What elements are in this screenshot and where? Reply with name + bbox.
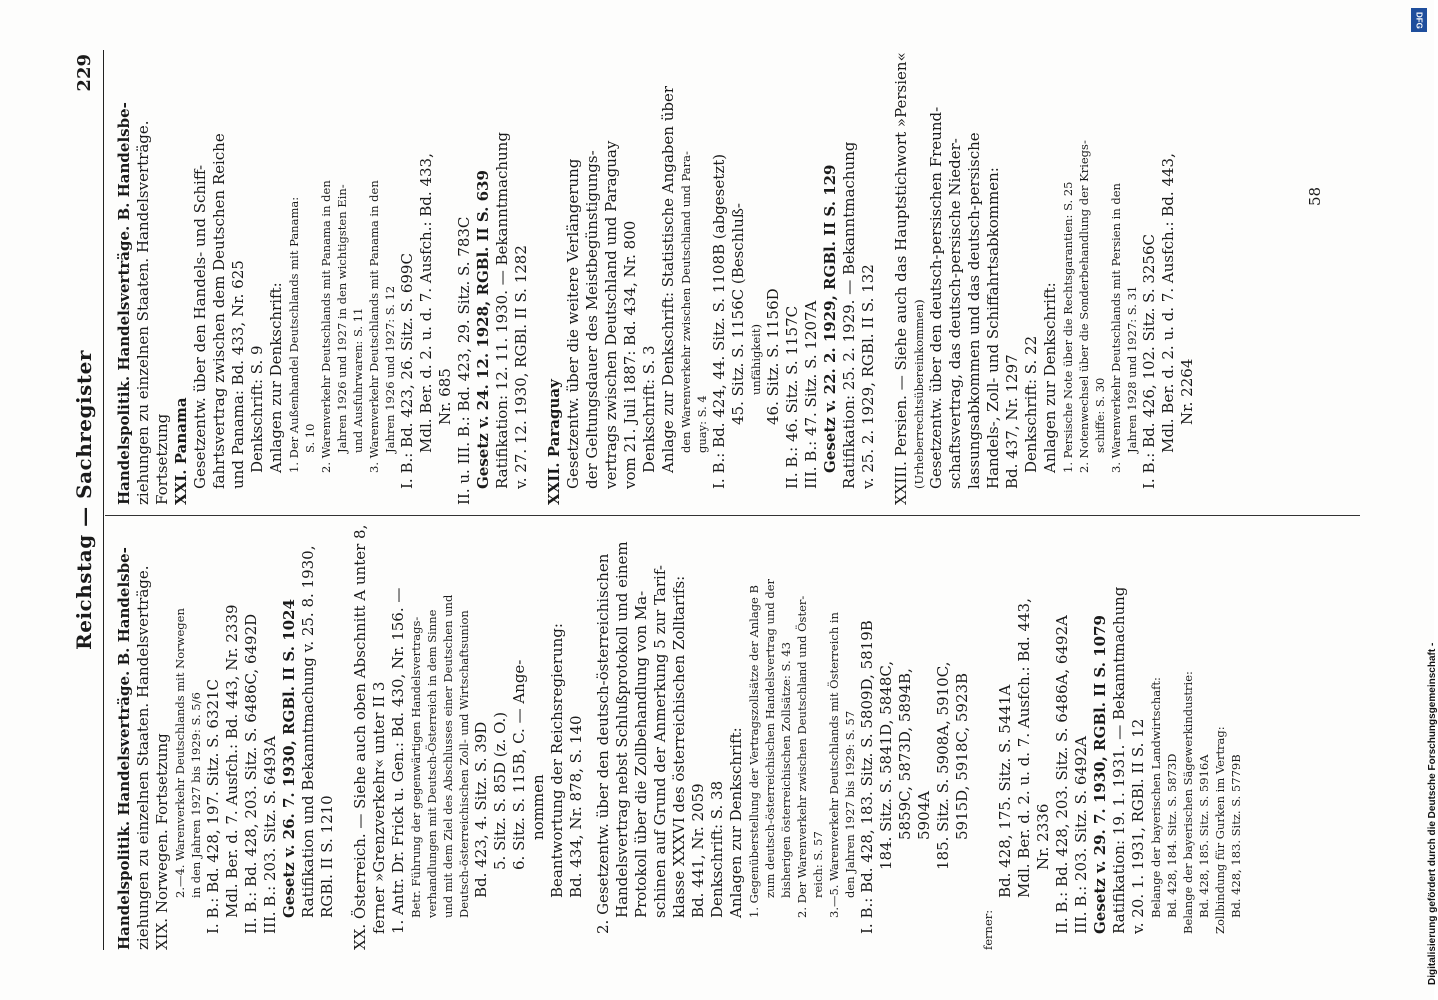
index-entry-line: und Panama: Bd. 433, Nr. 625 — [229, 260, 247, 489]
index-entry-line: v. 25. 2. 1929, RGBl. II S. 132 — [859, 264, 877, 489]
index-entry-line: 184. Sitz. S. 5841D, 5848C, — [877, 660, 895, 870]
index-entry-line: 1. Gegenüberstellung der Vertragszollsätze der Anlage B — [747, 585, 761, 918]
index-entry-line: III. B.: 203. Sitz. S. 6493A — [261, 736, 279, 934]
index-entry-line: verhandlungen mit Deutsch-Österreich in dem Sinne — [425, 609, 439, 918]
index-entry-line: Jahren 1926 und 1927 in den wichtigsten Ein- — [335, 184, 349, 453]
index-entry-line — [337, 525, 351, 950]
index-entry-line: Denkschrift: S. 22 — [1022, 335, 1040, 473]
index-entry-line: Nr. 2264 — [1178, 358, 1196, 425]
index-entry-line: schinen auf Grund der Anmerkung 5 zur Tarif- — [651, 565, 669, 918]
index-entry-line: Mdl. Ber. d. 7. Ausfch.: Bd. 443, Nr. 2339 — [223, 604, 241, 918]
index-entry-line: unfähigkeit) — [749, 324, 763, 395]
index-entry-line: 1. Der Außenhandel Deutschlands mit Panama: — [287, 196, 301, 473]
index-entry-line — [972, 525, 980, 950]
index-entry-line: 1. Persische Note über die Rechtsgarantien: S. 25 — [1061, 181, 1075, 473]
index-entry-line: Anlagen zur Denkschrift: — [267, 282, 285, 473]
running-title: Reichstag — Sachregister — [72, 350, 96, 650]
index-entry-line: 2. Notenwechsel über die Sonderbehandlung der Kriegs- — [1077, 140, 1091, 473]
index-entry-line: 2. Der Warenverkehr zwischen Deutschland und Öster- — [795, 595, 809, 918]
index-entry-line: den Jahren 1927 bis 1929: S. 57 — [843, 710, 857, 898]
index-entry-line: v. 27. 12. 1930, RGBl. II S. 1282 — [512, 245, 530, 489]
index-entry-line: reich: S. 57 — [811, 831, 825, 898]
index-entry-line: Anlagen zur Denkschrift: — [727, 727, 745, 918]
index-entry-line: Ratifikation: 12. 11. 1930. — Bekanntmachung — [493, 132, 511, 489]
index-entry-line: ferner: — [981, 909, 995, 950]
index-entry-line: Anlage zur Denkschrift: Statistische Angaben über — [659, 85, 677, 473]
index-entry-line: guay: S. 4 — [695, 395, 709, 453]
left-column — [115, 525, 1360, 950]
index-entry-line: Denkschrift: S. 9 — [248, 345, 266, 473]
index-entry-line: 1. Antr. Dr. Frick u. Gen.: Bd. 430, Nr. 156. — — [389, 587, 407, 934]
index-entry-line: Deutsch-österreichischen Zoll- und Wirtschaftsunion — [457, 610, 471, 918]
index-entry-line: 5859C, 5873D, 5894B, — [896, 668, 914, 840]
index-entry-line: III. B.: 47. Sitz. S. 1207A — [802, 300, 820, 489]
index-entry-line: I. B.: Bd. 428, 183. Sitz. S. 5809D, 5819B — [858, 620, 876, 934]
index-entry-line: Denkschrift: S. 3 — [640, 345, 658, 473]
index-entry-line: Bd. 423, 4. Sitz. S. 39D — [472, 721, 490, 898]
index-entry-line: 6. Sitz. S. 115B, C. — Ange- — [510, 659, 528, 870]
index-entry-line: XX. Österreich. — Siehe auch oben Abschnitt A unter 8, — [351, 524, 369, 950]
dfg-credit — [1409, 8, 1438, 993]
index-entry-line: Ratifikation: 19. 1. 1931. — Bekanntmachung — [1110, 586, 1128, 934]
index-entry-line: und mit dem Ziel des Abschlusses einer Deutschen und — [441, 594, 455, 918]
index-entry-line: III. B.: 203. Sitz. S. 6492A — [1072, 736, 1090, 934]
index-entry-line: Nr. 685 — [436, 368, 454, 425]
index-entry-line: v. 20. 1. 1931, RGBl. II S. 12 — [1129, 718, 1147, 934]
index-entry-line: Jahren 1926 und 1927: S. 12 — [383, 285, 397, 453]
index-entry-line: II. B.: Bd. 428, 203. Sitz. S. 6486C, 6492D — [242, 613, 260, 934]
index-entry-line: 2. Warenverkehr Deutschlands mit Panama in den — [319, 180, 333, 473]
column-divider — [105, 515, 1360, 516]
index-entry-line: 45. Sitz. S. 1156C (Beschluß- — [729, 203, 747, 425]
right-column — [115, 50, 1360, 505]
index-entry-line: Handels-, Zoll- und Schiffahrtsabkommen: — [984, 167, 1002, 489]
index-entry-line: Bd. 434, Nr. 878, S. 140 — [567, 715, 585, 898]
index-entry-line: 3.—5. Warenverkehr Deutschlands mit Österreich in — [827, 612, 841, 918]
index-entry-line: Bd. 428, 183. Sitz. S. 5779B — [1229, 754, 1243, 918]
index-entry-line: vom 21. Juli 1887: Bd. 434, Nr. 800 — [621, 220, 639, 489]
index-entry-line: Belange der bayerischen Landwirtschaft: — [1149, 677, 1163, 918]
index-entry-line: Bd. 441, Nr. 2059 — [689, 783, 707, 918]
page-header — [72, 50, 107, 950]
index-entry-line: Beantwortung der Reichsregierung: — [548, 623, 566, 898]
index-entry-line: schaftsvertrag, das deutsch-persische Nieder- — [946, 138, 964, 489]
index-entry-line: Gesetzentw. über den Handels- und Schiff- — [191, 164, 209, 489]
index-entry-line: I. B.: Bd. 426, 102. Sitz. S. 3256C — [1140, 233, 1158, 489]
index-entry-line: I. B.: Bd. 424, 44. Sitz. S. 1108B (abgesetzt) — [710, 153, 728, 489]
index-entry-line: fahrtsvertrag zwischen dem Deutschen Reiche — [210, 133, 228, 489]
index-entry-line: Anlagen zur Denkschrift: — [1041, 282, 1059, 473]
index-entry-line: 5. Sitz. S. 85D (z. O.) — [491, 711, 509, 870]
index-entry-line: bisherigen österreichischen Zollsätze: S. 43 — [779, 642, 793, 898]
index-entry-line: I. B.: Bd. 423, 26. Sitz. S. 699C — [398, 253, 416, 489]
index-entry-line: I. B.: Bd. 428, 197. Sitz. S. 6321C — [204, 678, 222, 934]
index-entry-line: Gesetz v. 22. 2. 1929, RGBl. II S. 129 — [821, 164, 839, 473]
index-entry-line: Fortsetzung — [153, 413, 171, 505]
index-entry-line: II. B.: 46. Sitz. S. 1157C — [783, 305, 801, 489]
index-entry-line: 3. Warenverkehr Deutschlands mit Panama in den — [367, 180, 381, 473]
dfg-notice: Digitalisierung gefördert durch die Deutsche Forschungsgemeinschaft - — [1427, 642, 1438, 985]
index-entry-line: Denkschrift: S. 38 — [708, 780, 726, 918]
index-entry-line: Gesetz v. 24. 12. 1928, RGBl. II S. 639 — [474, 170, 492, 489]
page-number: 229 — [74, 54, 95, 92]
index-entry-line: XIX. Norwegen. Fortsetzung — [153, 733, 171, 950]
index-entry-line: II. u. III. B.: Bd. 423, 29. Sitz. S. 783C — [455, 216, 473, 505]
index-entry-line: ferner »Grenzverkehr« unter II 3 — [370, 681, 388, 934]
index-entry-line: Gesetz v. 26. 7. 1930, RGBl. II S. 1024 — [280, 599, 298, 918]
index-entry-line: Ratifikation: 25. 2. 1929. — Bekanntmachung — [840, 141, 858, 489]
index-entry-line: Handelsvertrag nebst Schlußprotokoll und einem — [613, 541, 631, 918]
index-entry-line: schiffe: S. 30 — [1093, 377, 1107, 453]
index-entry-line: Bd. 428, 175. Sitz. S. 5441A — [996, 684, 1014, 898]
index-entry-line: vertrags zwischen Deutschland und Paraguay — [602, 140, 620, 489]
index-entry-line — [531, 50, 545, 505]
header-rule — [103, 50, 104, 950]
index-entry-line: XXII. Paraguay — [545, 379, 563, 505]
index-entry-line: Ratifikation und Bekanntmachung v. 25. 8. 1930, — [299, 545, 317, 918]
index-entry-line: 5915D, 5918C, 5923B — [953, 672, 971, 840]
index-entry-line: in den Jahren 1927 bis 1929: S. 5/6 — [189, 692, 203, 898]
index-entry-line: Protokoll über die Zollbehandlung von Ma- — [632, 590, 650, 918]
index-entry-line: 2. Gesetzentw. über den deutsch-österreichischen — [594, 553, 612, 934]
index-entry-line: Bd. 437, Nr. 1297 — [1003, 354, 1021, 489]
index-entry-line: 46. Sitz. S. 1156D — [764, 288, 782, 425]
index-entry-line: Gesetzentw. über den deutsch-persischen Freund- — [927, 106, 945, 489]
index-entry-line: RGBl. II S. 1210 — [318, 795, 336, 918]
index-entry-line: ziehungen zu einzelnen Staaten. Handelsverträge. — [134, 565, 152, 950]
index-entry-line: Handelspolitik. Handelsverträge. B. Handelsbe- — [115, 102, 133, 505]
index-entry-line: nommen — [529, 774, 547, 840]
index-entry-line: 185. Sitz. S. 5908A, 5910C, — [934, 661, 952, 870]
index-entry-line: XXIII. Persien. — Siehe auch das Hauptstichwort »Persien« — [892, 52, 910, 505]
index-entry-line: und Ausfuhrwaren: S. 11 — [351, 307, 365, 453]
index-entry-line: II. B.: Bd. 428, 203. Sitz. S. 6486A, 6492A — [1053, 615, 1071, 934]
index-entry-line: Mdl. Ber. d. 2. u. d. 7. Ausfch.: Bd. 443, — [1015, 598, 1033, 898]
index-entry-line: Handelspolitik. Handelsverträge. B. Handelsbe- — [115, 547, 133, 950]
index-entry-line — [878, 50, 892, 505]
index-entry-line: der Geltungsdauer des Meistbegünstigungs- — [583, 150, 601, 489]
index-entry-line: Betr. Führung der gegenwärtigen Handelsvertrags- — [409, 616, 423, 918]
index-entry-line: (Urheberrechtsübereinkommen) — [912, 299, 926, 489]
index-entry-line: Mdl. Ber. d. 2. u. d. 7. Ausfch.: Bd. 433, — [417, 153, 435, 453]
index-entry-line: lassungsabkommen und das deutsch-persische — [965, 132, 983, 489]
index-entry-line: Mdl. Ber. d. 2. u. d. 7. Ausfch.: Bd. 443, — [1159, 153, 1177, 453]
index-entry-line: XXI. Panama — [172, 397, 190, 505]
index-entry-line: klasse XXXVI des österreichischen Zolltarifs: — [670, 575, 688, 918]
dfg-logo-icon: DFG — [1411, 8, 1427, 32]
rotated-index-page — [72, 50, 1365, 950]
index-entry-line: S. 10 — [303, 423, 317, 453]
index-entry-line: Jahren 1928 und 1927: S. 31 — [1125, 285, 1139, 453]
index-entry-line — [586, 525, 594, 950]
index-entry-line: 2.—4. Warenverkehr Deutschlands mit Norwegen — [173, 608, 187, 898]
sheet-number: 58 — [1306, 186, 1324, 206]
index-entry-line: Belange der bayerischen Sägewerkindustrie: — [1181, 671, 1195, 934]
index-entry-line: 5904A — [915, 790, 933, 840]
index-entry-line: zum deutsch-österreichischen Handelsvertrag und der — [763, 578, 777, 898]
index-entry-line: ziehungen zu einzelnen Staaten. Handelsverträge. — [134, 120, 152, 505]
index-entry-line: Gesetz v. 29. 7. 1930, RGBl. II S. 1079 — [1091, 615, 1109, 934]
index-entry-line: Bd. 428, 184. Sitz. S. 5873D — [1165, 753, 1179, 918]
index-entry-line: Zollbindung für Gurken im Vertrag: — [1213, 726, 1227, 934]
index-entry-line: den Warenverkehr zwischen Deutschland und Para- — [679, 151, 693, 453]
index-entry-line: 3. Warenverkehr Deutschlands mit Persien in den — [1109, 183, 1123, 473]
index-entry-line: Nr. 2336 — [1034, 803, 1052, 870]
index-entry-line: Gesetzentw. über die weitere Verlängerung — [564, 158, 582, 489]
index-entry-line: Bd. 428, 185. Sitz. S. 5916A — [1197, 754, 1211, 918]
